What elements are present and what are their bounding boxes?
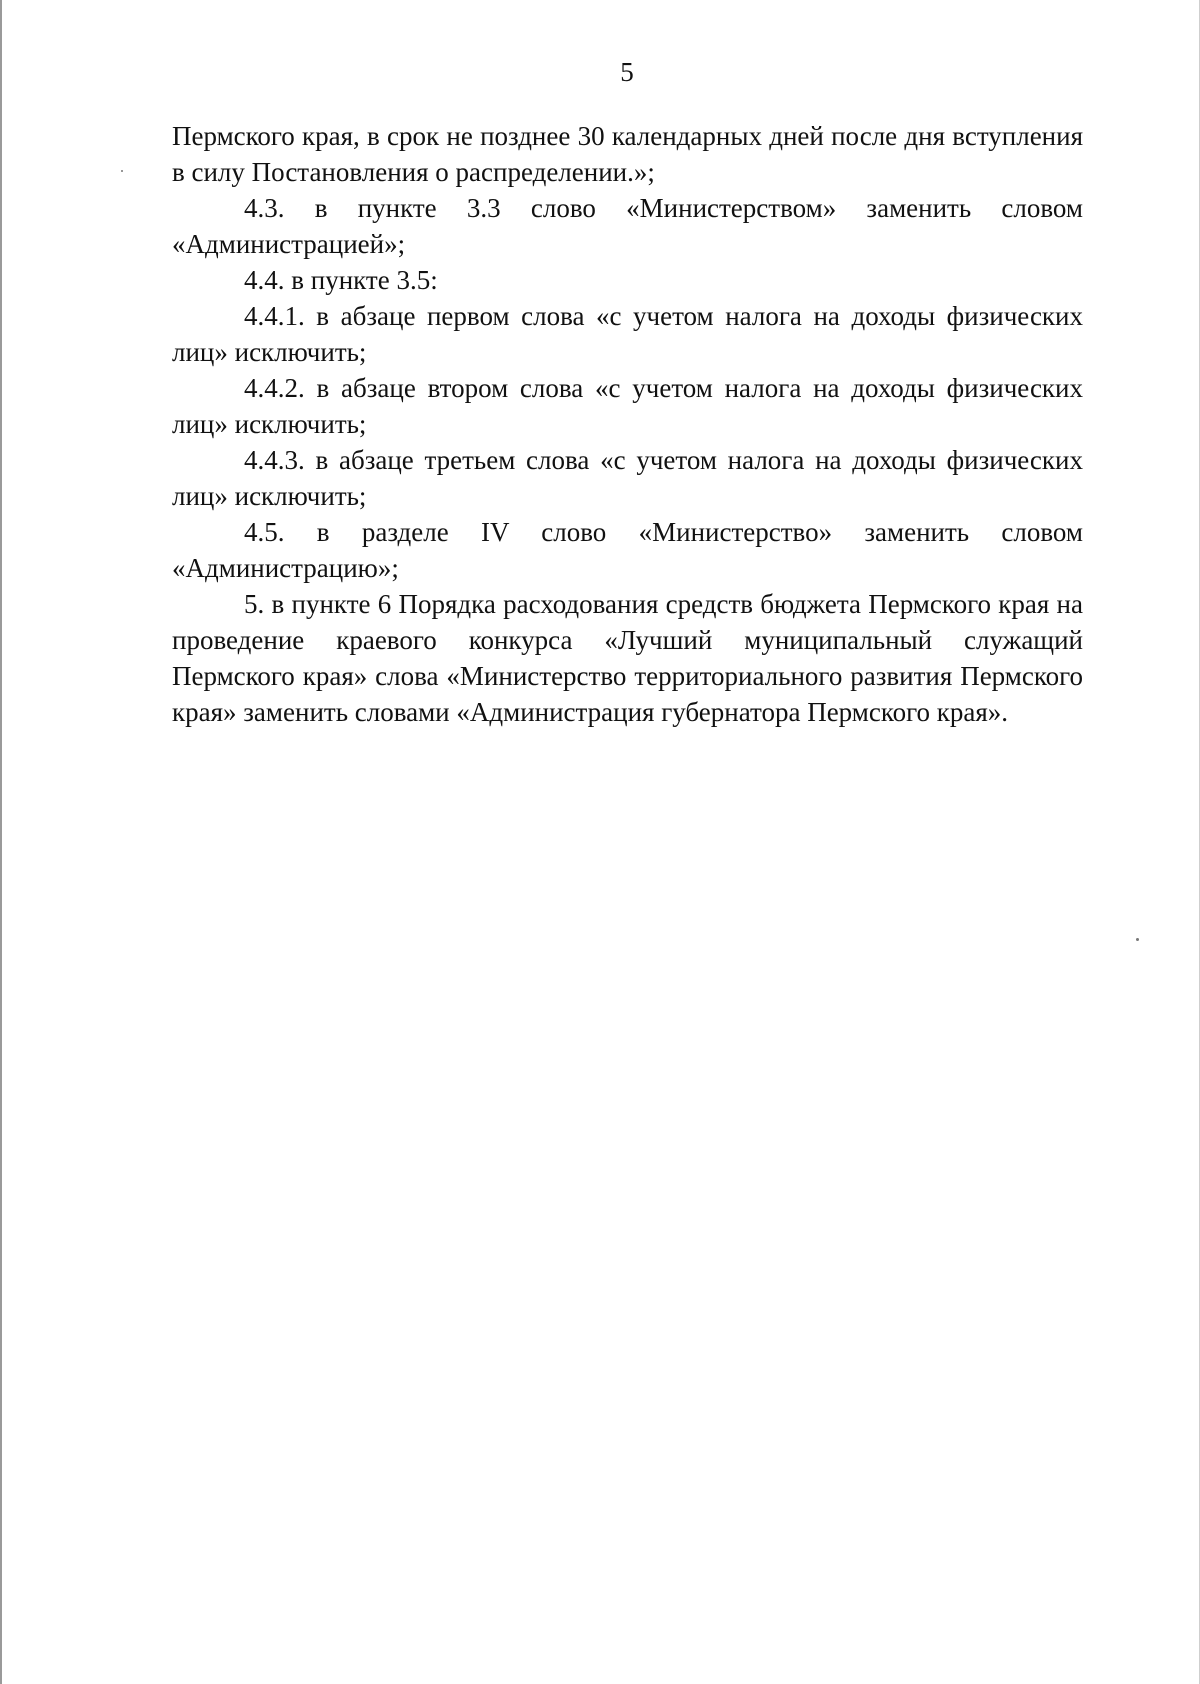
page-number: 5 — [620, 57, 634, 87]
scan-speck — [121, 170, 123, 172]
paragraph-5: 5. в пункте 6 Порядка расходования средств бюджета Пермского края на проведение краевого конкурса «Лучший муниципальный служащий Пермского края» слова «Министерство территориального развития Пермского края» заменить словами «Администрация губернатора Пермского края». — [172, 589, 1083, 727]
paragraph-4-4: 4.4. в пункте 3.5: — [244, 265, 438, 295]
paragraph-4-4-2: 4.4.2. в абзаце втором слова «с учетом налога на доходы физических лиц» исключить; — [172, 373, 1083, 439]
scan-edge-left — [0, 0, 2, 1684]
document-body — [172, 118, 1083, 730]
paragraph-4-3: 4.3. в пункте 3.3 слово «Министерством» заменить словом «Администрацией»; — [172, 193, 1083, 259]
paragraph-4-4-3: 4.4.3. в абзаце третьем слова «с учетом налога на доходы физических лиц» исключить; — [172, 445, 1083, 511]
paragraph-4-4-1: 4.4.1. в абзаце первом слова «с учетом налога на доходы физических лиц» исключить; — [172, 301, 1083, 367]
scan-speck — [1136, 938, 1139, 941]
paragraph-continuation: Пермского края, в срок не позднее 30 календарных дней после дня вступления в силу Постановления о распределении.»; — [172, 121, 1083, 187]
paragraph-4-5: 4.5. в разделе IV слово «Министерство» заменить словом «Администрацию»; — [172, 517, 1083, 583]
